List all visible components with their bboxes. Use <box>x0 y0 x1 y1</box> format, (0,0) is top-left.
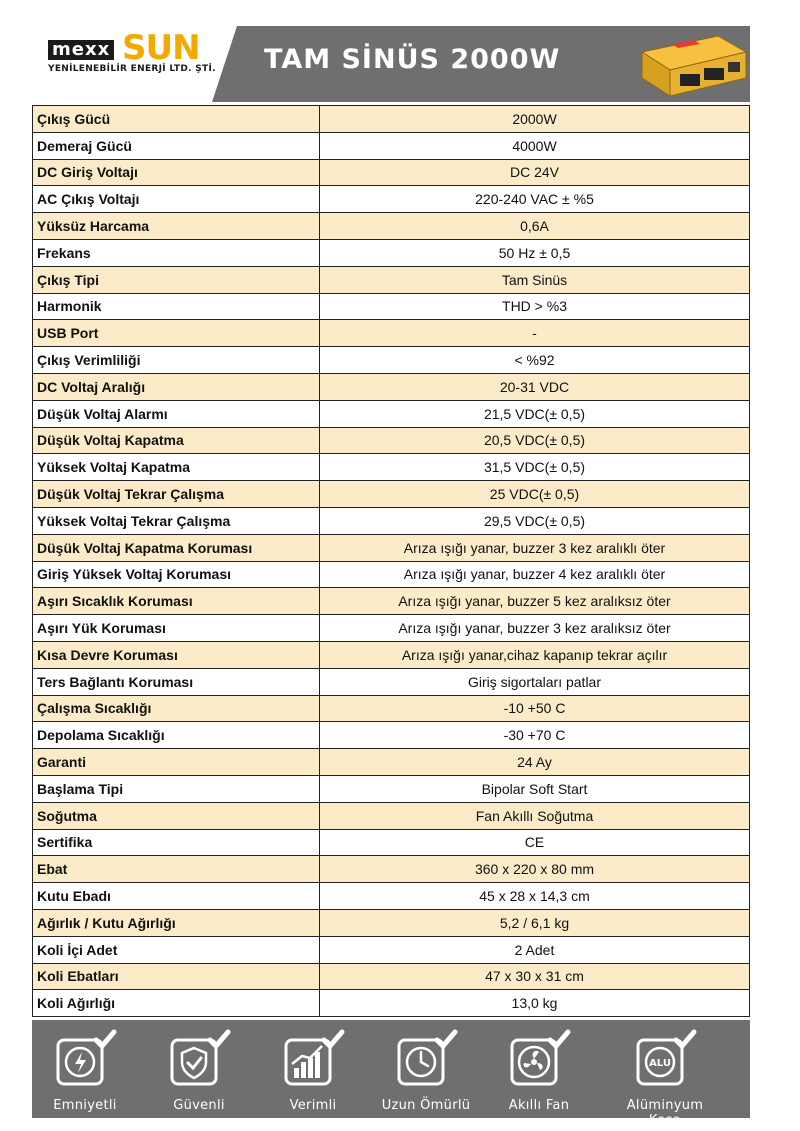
spec-row <box>33 883 750 910</box>
spec-label: Düşük Voltaj Tekrar Çalışma <box>33 481 320 508</box>
feature-safe <box>30 1028 140 1116</box>
spec-value: 4000W <box>320 132 750 159</box>
features-footer <box>32 1020 750 1128</box>
spec-row <box>33 266 750 293</box>
spec-row <box>33 239 750 266</box>
spec-value: 360 x 220 x 80 mm <box>320 856 750 883</box>
spec-row <box>33 963 750 990</box>
spec-value: Fan Akıllı Soğutma <box>320 802 750 829</box>
spec-value: 2000W <box>320 106 750 133</box>
shield-check-icon <box>166 1028 232 1090</box>
spec-label: Ağırlık / Kutu Ağırlığı <box>33 909 320 936</box>
spec-label: Düşük Voltaj Kapatma Koruması <box>33 534 320 561</box>
spec-row <box>33 561 750 588</box>
spec-table <box>32 105 750 1017</box>
header-band <box>32 26 750 102</box>
spec-row <box>33 213 750 240</box>
spec-label: Harmonik <box>33 293 320 320</box>
spec-value: THD > %3 <box>320 293 750 320</box>
spec-row <box>33 427 750 454</box>
spec-value: CE <box>320 829 750 856</box>
spec-row <box>33 615 750 642</box>
spec-row <box>33 856 750 883</box>
spec-row <box>33 347 750 374</box>
bar-chart-icon <box>280 1028 346 1090</box>
feature-label: Alüminyum Kasa <box>626 1098 704 1128</box>
spec-value: -30 +70 C <box>320 722 750 749</box>
spec-value: 20,5 VDC(± 0,5) <box>320 427 750 454</box>
spec-row <box>33 802 750 829</box>
spec-value: 2 Adet <box>320 936 750 963</box>
spec-row <box>33 749 750 776</box>
spec-label: USB Port <box>33 320 320 347</box>
spec-value: - <box>320 320 750 347</box>
spec-value: DC 24V <box>320 159 750 186</box>
spec-value: 0,6A <box>320 213 750 240</box>
spec-label: Ebat <box>33 856 320 883</box>
fan-icon <box>506 1028 572 1090</box>
spec-label: Soğutma <box>33 802 320 829</box>
brand-subtitle: YENİLENEBİLİR ENERJİ LTD. ŞTİ. <box>48 64 216 74</box>
spec-row <box>33 481 750 508</box>
spec-value: 5,2 / 6,1 kg <box>320 909 750 936</box>
spec-value: -10 +50 C <box>320 695 750 722</box>
spec-value: 29,5 VDC(± 0,5) <box>320 507 750 534</box>
spec-value: 45 x 28 x 14,3 cm <box>320 883 750 910</box>
spec-label: Aşırı Sıcaklık Koruması <box>33 588 320 615</box>
spec-label: Koli Ebatları <box>33 963 320 990</box>
spec-row <box>33 293 750 320</box>
feature-label: Emniyetli <box>53 1098 117 1113</box>
spec-row <box>33 668 750 695</box>
spec-value: Tam Sinüs <box>320 266 750 293</box>
spec-value: Arıza ışığı yanar, buzzer 4 kez aralıklı öter <box>320 561 750 588</box>
spec-label: Çıkış Tipi <box>33 266 320 293</box>
spec-label: Koli Ağırlığı <box>33 990 320 1017</box>
page-title: TAM SİNÜS 2000W <box>264 44 561 75</box>
feature-efficient <box>258 1028 368 1116</box>
feature-long-life <box>371 1028 481 1116</box>
spec-row <box>33 722 750 749</box>
spec-value: 20-31 VDC <box>320 373 750 400</box>
spec-row <box>33 695 750 722</box>
spec-row <box>33 507 750 534</box>
feature-label: Akıllı Fan <box>508 1098 570 1113</box>
spec-label: Garanti <box>33 749 320 776</box>
spec-label: Ters Bağlantı Koruması <box>33 668 320 695</box>
spec-value: 220-240 VAC ± %5 <box>320 186 750 213</box>
spec-label: DC Giriş Voltajı <box>33 159 320 186</box>
spec-label: Yüksek Voltaj Tekrar Çalışma <box>33 507 320 534</box>
spec-label: DC Voltaj Aralığı <box>33 373 320 400</box>
spec-value: Arıza ışığı yanar, buzzer 3 kez aralıklı öter <box>320 534 750 561</box>
spec-label: Frekans <box>33 239 320 266</box>
spec-label: Demeraj Gücü <box>33 132 320 159</box>
spec-value: 13,0 kg <box>320 990 750 1017</box>
spec-label: AC Çıkış Voltajı <box>33 186 320 213</box>
spec-value: Arıza ışığı yanar, buzzer 5 kez aralıksız öter <box>320 588 750 615</box>
spec-value: < %92 <box>320 347 750 374</box>
spec-label: Düşük Voltaj Alarmı <box>33 400 320 427</box>
spec-row <box>33 641 750 668</box>
spec-label: Giriş Yüksek Voltaj Koruması <box>33 561 320 588</box>
spec-value: 25 VDC(± 0,5) <box>320 481 750 508</box>
spec-label: Koli İçi Adet <box>33 936 320 963</box>
spec-label: Depolama Sıcaklığı <box>33 722 320 749</box>
spec-row <box>33 829 750 856</box>
spec-value: 24 Ay <box>320 749 750 776</box>
spec-row <box>33 132 750 159</box>
spec-value: 31,5 VDC(± 0,5) <box>320 454 750 481</box>
spec-value: 50 Hz ± 0,5 <box>320 239 750 266</box>
spec-label: Çalışma Sıcaklığı <box>33 695 320 722</box>
spec-label: Çıkış Gücü <box>33 106 320 133</box>
spec-row <box>33 186 750 213</box>
feature-label: Verimli <box>289 1098 337 1113</box>
alu-badge-text: ALU <box>649 1058 671 1069</box>
spec-value: Bipolar Soft Start <box>320 775 750 802</box>
spec-row <box>33 588 750 615</box>
brand-logo-left: mexx <box>48 40 114 60</box>
spec-row <box>33 320 750 347</box>
feature-smart-fan <box>484 1028 594 1116</box>
shield-lightning-icon <box>52 1028 118 1090</box>
brand-logo <box>46 28 222 90</box>
spec-value: Arıza ışığı yanar,cihaz kapanıp tekrar açılır <box>320 641 750 668</box>
spec-row <box>33 936 750 963</box>
spec-row <box>33 534 750 561</box>
spec-label: Yüksek Voltaj Kapatma <box>33 454 320 481</box>
spec-row <box>33 454 750 481</box>
spec-row <box>33 373 750 400</box>
spec-value: 21,5 VDC(± 0,5) <box>320 400 750 427</box>
inverter-product-image <box>632 30 750 102</box>
spec-label: Düşük Voltaj Kapatma <box>33 427 320 454</box>
spec-label: Sertifika <box>33 829 320 856</box>
feature-aluminum-case <box>610 1028 720 1128</box>
spec-label: Başlama Tipi <box>33 775 320 802</box>
spec-value: Giriş sigortaları patlar <box>320 668 750 695</box>
clock-icon <box>393 1028 459 1090</box>
feature-secure <box>144 1028 254 1116</box>
brand-logo-right: SUN <box>122 28 200 68</box>
spec-row <box>33 990 750 1017</box>
spec-label: Yüksüz Harcama <box>33 213 320 240</box>
feature-label: Uzun Ömürlü <box>381 1098 471 1113</box>
spec-label: Kutu Ebadı <box>33 883 320 910</box>
feature-label: Güvenli <box>173 1098 225 1113</box>
spec-label: Kısa Devre Koruması <box>33 641 320 668</box>
spec-row <box>33 909 750 936</box>
spec-row <box>33 106 750 133</box>
spec-row <box>33 775 750 802</box>
spec-row <box>33 159 750 186</box>
spec-label: Çıkış Verimliliği <box>33 347 320 374</box>
alu-box-icon <box>632 1028 698 1090</box>
spec-value: 47 x 30 x 31 cm <box>320 963 750 990</box>
spec-row <box>33 400 750 427</box>
spec-label: Aşırı Yük Koruması <box>33 615 320 642</box>
spec-value: Arıza ışığı yanar, buzzer 3 kez aralıksız öter <box>320 615 750 642</box>
